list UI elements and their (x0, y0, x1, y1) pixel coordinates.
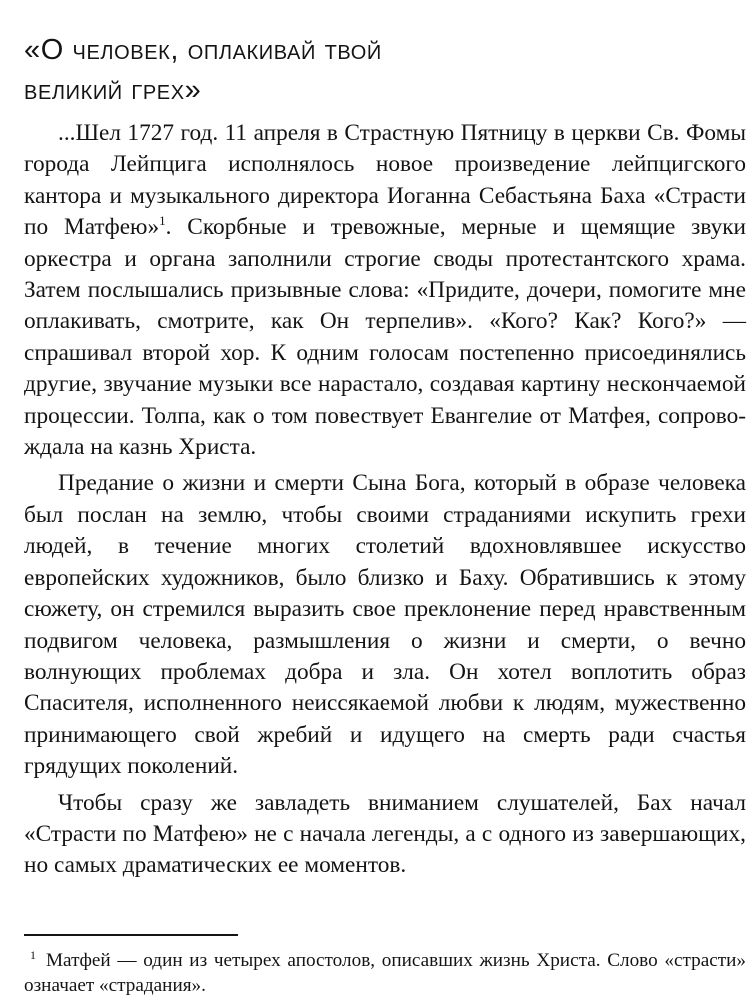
footnote-number: 1 (30, 947, 36, 962)
footnote (24, 948, 746, 998)
paragraph-1-text-b: . Скорбные и тревожные, мерные и щемящие звуки оркестра и органа заполнили строгие своды протестантского храма. Затем послышались призывные слова: «Придите, дочери, помогите мне оплакивать, смотрите, как Он терпелив». «Кого? Как? Кого?» — спрашивал второй хор. К одним голосам постепенно присоединялись другие, звучание музыки все нарастало, создавая картину нескончаемой процессии. Толпа, как о том повествует Евангелие от Матфея, сопровождала на казнь Христа. (24, 214, 746, 461)
paragraph-1 (24, 118, 746, 463)
chapter-title-line-2: великий грех» (24, 74, 202, 106)
footnote-divider (24, 934, 238, 936)
paragraph-3: Чтобы сразу же завладеть вниманием слушателей, Бах начал «Страсти по Матфею» не с начала легенды, а с одного из завершающих, но самых драматических ее моментов. (24, 789, 746, 879)
body-text (24, 118, 746, 882)
paragraph-1-text-a: ...Шел 1727 год. 11 апреля в Страстную Пятницу в церкви Св. Фомы города Лейпцига исполнялось новое произведение лейпцигского кантора и музыкального директора Иоганна Себастьяна Баха «Страсти по Матфею» (24, 120, 746, 241)
chapter-title (24, 30, 746, 110)
footnote-text: Матфей — один из четырех апостолов, описавших жизнь Христа. Слово «страсти» означает «страдания». (24, 950, 746, 996)
paragraph-2: Предание о жизни и смерти Сына Бога, который в образе человека был послан на землю, чтобы своими страданиями искупить грехи людей, в течение многих столетий вдохновлявшее искусство европейских художников, было близко и Баху. Обратившись к этому сюжету, он стремился выразить свое преклонение перед нравственным подвигом человека, размышления о жизни и смерти, о вечно волнующих проблемах добра и зла. Он хотел воплотить образ Спасителя, исполненного неиссякаемой любви к людям, мужественно принимающего свой жребий и идущего на смерть ради счастья грядущих поколений. (24, 470, 746, 780)
footnote-reference: 1 (159, 213, 166, 229)
chapter-title-line-1: «О человек, оплакивай твой (24, 34, 382, 66)
page (24, 30, 746, 882)
